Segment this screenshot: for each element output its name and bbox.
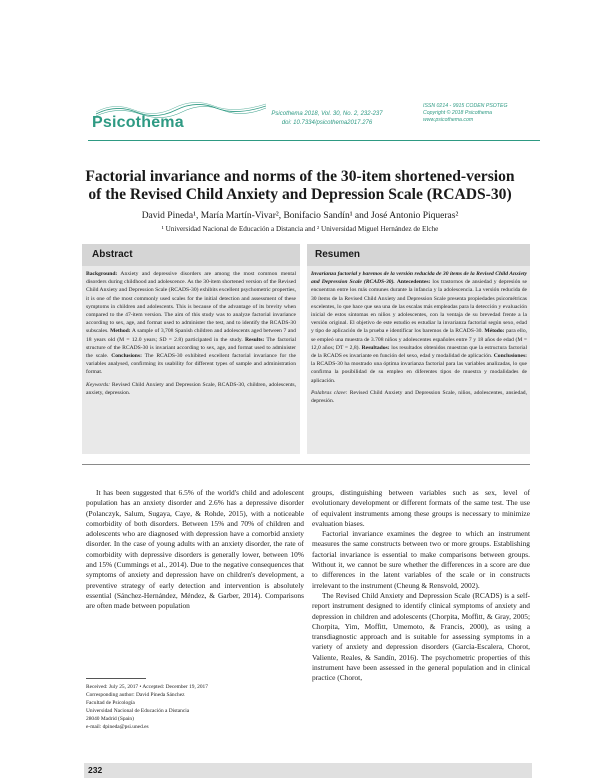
conclusiones-label: Conclusiones: xyxy=(493,353,527,360)
keywords-label: Keywords: xyxy=(86,381,111,388)
body-right-column xyxy=(312,488,530,684)
header-divider xyxy=(88,140,540,141)
conclusions-text: The RCADS-30 exhibited excellent factorial invariance for the variables analysed, confirming its usability for different types of sample and administration format. xyxy=(86,353,296,376)
affiliations: ¹ Universidad Nacional de Educación a Distancia and ² Universidad Miguel Hernández de Elche xyxy=(161,225,439,233)
keywords-text: Revised Child Anxiety and Depression Scale, RCADS-30, children, adolescents, anxiety, depression. xyxy=(86,381,296,396)
method-label: Method: xyxy=(110,328,131,335)
journal-citation xyxy=(262,110,392,127)
body-paragraph: groups, distinguishing between variables such as sex, level of evolutionary development or different formats of the same test. The use of equivalent instruments among these groups is necessary to minimize evaluation biases. xyxy=(312,488,530,528)
correspondence-footnote xyxy=(86,683,304,731)
palabras-text: Revised Child Anxiety and Depression Scale, niños, adolescentes, ansiedad, depresión. xyxy=(311,389,527,405)
palabras-label: Palabras clave: xyxy=(311,389,348,396)
results-label: Results: xyxy=(244,336,265,343)
page-number: 232 xyxy=(88,765,103,775)
keywords xyxy=(86,381,296,397)
conclusiones-text: la RCADS-30 ha mostrado una óptima invarianza factorial para las variables analizadas, lo que confirma la posibilidad de su empleo en diferentes tipos de muestra y modalidades de aplicación. xyxy=(311,361,527,384)
body-paragraph: Factorial invariance examines the degree to which an instrument measures the same constructs between two or more groups. Establishing factorial invariance is essential to make comparisons between groups. Without it, we cannot be sure whether the differences in a score are due to differences in the latent variables of the scale or in constructs irrelevant to the instrument (Cheung & Rensvold, 2002). xyxy=(312,529,530,590)
resultados-label: Resultados: xyxy=(361,344,390,351)
palabras-clave xyxy=(311,389,527,405)
results-text: The factorial structure of the RCADS-30 is invariant according to sex, age, and format used to administer the scale. xyxy=(86,336,296,360)
corresponding-line: Corresponding author: David Pineda Sánchez xyxy=(86,692,185,698)
background-label: Background: xyxy=(86,271,118,277)
resultados-text: los resultados obtenidos muestran que la estructura factorial de la RCADS es invariante en función del sexo, edad y modalidad de aplicación. xyxy=(311,344,527,360)
body-paragraph: It has been suggested that 6.5% of the world's child and adolescent population has an anxiety disorder and 2.6% has a depressive disorder (Polanczyk, Salum, Sugaya, Caye, & Rohde, 2015), with a noticeable comorbidity of both disorders. Between 15% and 70% of children and adolescents who are diagnosed with depression have a comorbid anxiety disorder. In the case of young adults with an anxiety disorder, the rate of comorbidity with depressive disorders is generally lower, between 10% and 15% (Cummings et al., 2014). Due to the negative consequences that symptoms of anxiety and depression have on children's development, a preventive strategy of early detection and intervention is absolutely essential (Sánchez-Hernández, Méndez, & Garber, 2014). Comparisons are often made between population xyxy=(86,488,304,611)
resumen-box xyxy=(307,244,530,454)
resumen-header xyxy=(307,244,530,266)
metodo-text: para ello, se empleó una muestra de 3.708 niños y adolescentes españoles entre 7 y 18 años de edad (M = 12,0 años; DT = 2,8). xyxy=(311,328,528,351)
url-line: www.psicothema.com xyxy=(423,117,474,123)
page-footer-band xyxy=(84,763,532,778)
paper-title xyxy=(60,168,540,204)
abstract-text xyxy=(86,270,296,397)
authors: David Pineda¹, María Martín-Vivar², Bonifacio Sandín¹ and José Antonio Piqueras² xyxy=(141,211,459,221)
body-left-column xyxy=(86,488,304,612)
title-line-2: of the Revised Child Anxiety and Depression Scale (RCADS-30) xyxy=(88,186,512,203)
method-text: A sample of 3,708 Spanish children and adolescents aged between 7 and 18 years old (M = 12.0 years; SD = 2.8) participated in the study. xyxy=(86,328,296,343)
metodo-label: Método: xyxy=(484,328,505,335)
journal-line: Psicothema 2018, Vol. 30, No. 2, 232-237 xyxy=(271,111,383,117)
faculty-line: Facultad de Psicología xyxy=(86,700,135,706)
journal-logo: Psicothema xyxy=(92,114,184,131)
title-line-1: Factorial invariance and norms of the 30-item shortened-version xyxy=(85,168,515,185)
footnote-rule xyxy=(86,678,146,679)
resumen-heading: Resumen xyxy=(315,249,361,260)
copyright-line: Copyright © 2018 Psicothema xyxy=(423,110,492,116)
doi-line: doi: 10.7334/psicothema2017.276 xyxy=(281,119,373,126)
antecedentes-text: los trastornos de ansiedad y depresión se encuentran entre los más comunes durante la infancia y la adolescencia. La versión reducida de 30 ítems de la Revised Child Anxiety and Depression Scale presenta propiedades psicométricas excelentes, lo que hace que sea una de las escalas más empleadas para la detección y evaluación inicial de estos síntomas en niños y adolescentes, con la ventaja de su brevedad frente a la versión original. El objetivo de este estudio es estudiar la invarianza factorial según sexo, edad y tipo de aplicación de la prueba e identificar los baremos de la RCADS-30. xyxy=(311,279,527,335)
abstract-box xyxy=(82,244,300,454)
issn-line: ISSN 0214 - 9915 CODEN PSOTEG xyxy=(423,103,508,109)
body-paragraph: The Revised Child Anxiety and Depression Scale (RCADS) is a self-report instrument designed to identify clinical symptoms of anxiety and depression in children and adolescents (Chorpita, Moffitt, & Gray, 2005; Chorpita, Yim, Moffitt, Umemoto, & Francis, 2000), as using a transdiagnostic approach and is suitable for assessing symptoms in a variety of anxiety and depression disorders (García-Escalera, Chorot, Valiente, Reales, & Sandín, 2016). The psychometric properties of this instrument have been assessed in the general population and in clinical practice (Chorot, xyxy=(312,590,530,683)
address-line: 28040 Madrid (Spain) xyxy=(86,716,134,722)
antecedentes-label: Antecedentes: xyxy=(396,279,431,286)
resumen-text xyxy=(311,270,527,405)
resumen-title: Invarianza factorial y baremos de la versión reducida de 30 ítems de la Revised Child Anxiety and Depression Scale (RCADS-30). xyxy=(311,271,527,286)
journal-info xyxy=(423,103,533,124)
abstract-heading: Abstract xyxy=(92,249,133,260)
conclusions-label: Conclusions: xyxy=(111,353,142,360)
university-line: Universidad Nacional de Educación a Distancia xyxy=(86,708,190,714)
abstract-header xyxy=(82,244,300,266)
received-line: Received: July 25, 2017 • Accepted: December 19, 2017 xyxy=(86,684,208,690)
background-text: Anxiety and depressive disorders are among the most common mental disorders during childhood and adolescence. As the 30-item shortened version of the Revised Child Anxiety and Depression Scale (RCADS-30) exhibits excellent psychometric properties, it is one of the most commonly used scales for the initial detection and assessment of these symptoms in children and adolescents. This is because of the advantage of its brevity when compared to the 47-item version. The aim of this study was to analyze factorial invariance according to sex, age, and format used to administer the test, and to identify the RCADS-30 subscales. xyxy=(86,271,296,335)
email-line: e-mail: dpineda@psi.uned.es xyxy=(86,724,149,730)
abstract-divider xyxy=(82,464,530,465)
